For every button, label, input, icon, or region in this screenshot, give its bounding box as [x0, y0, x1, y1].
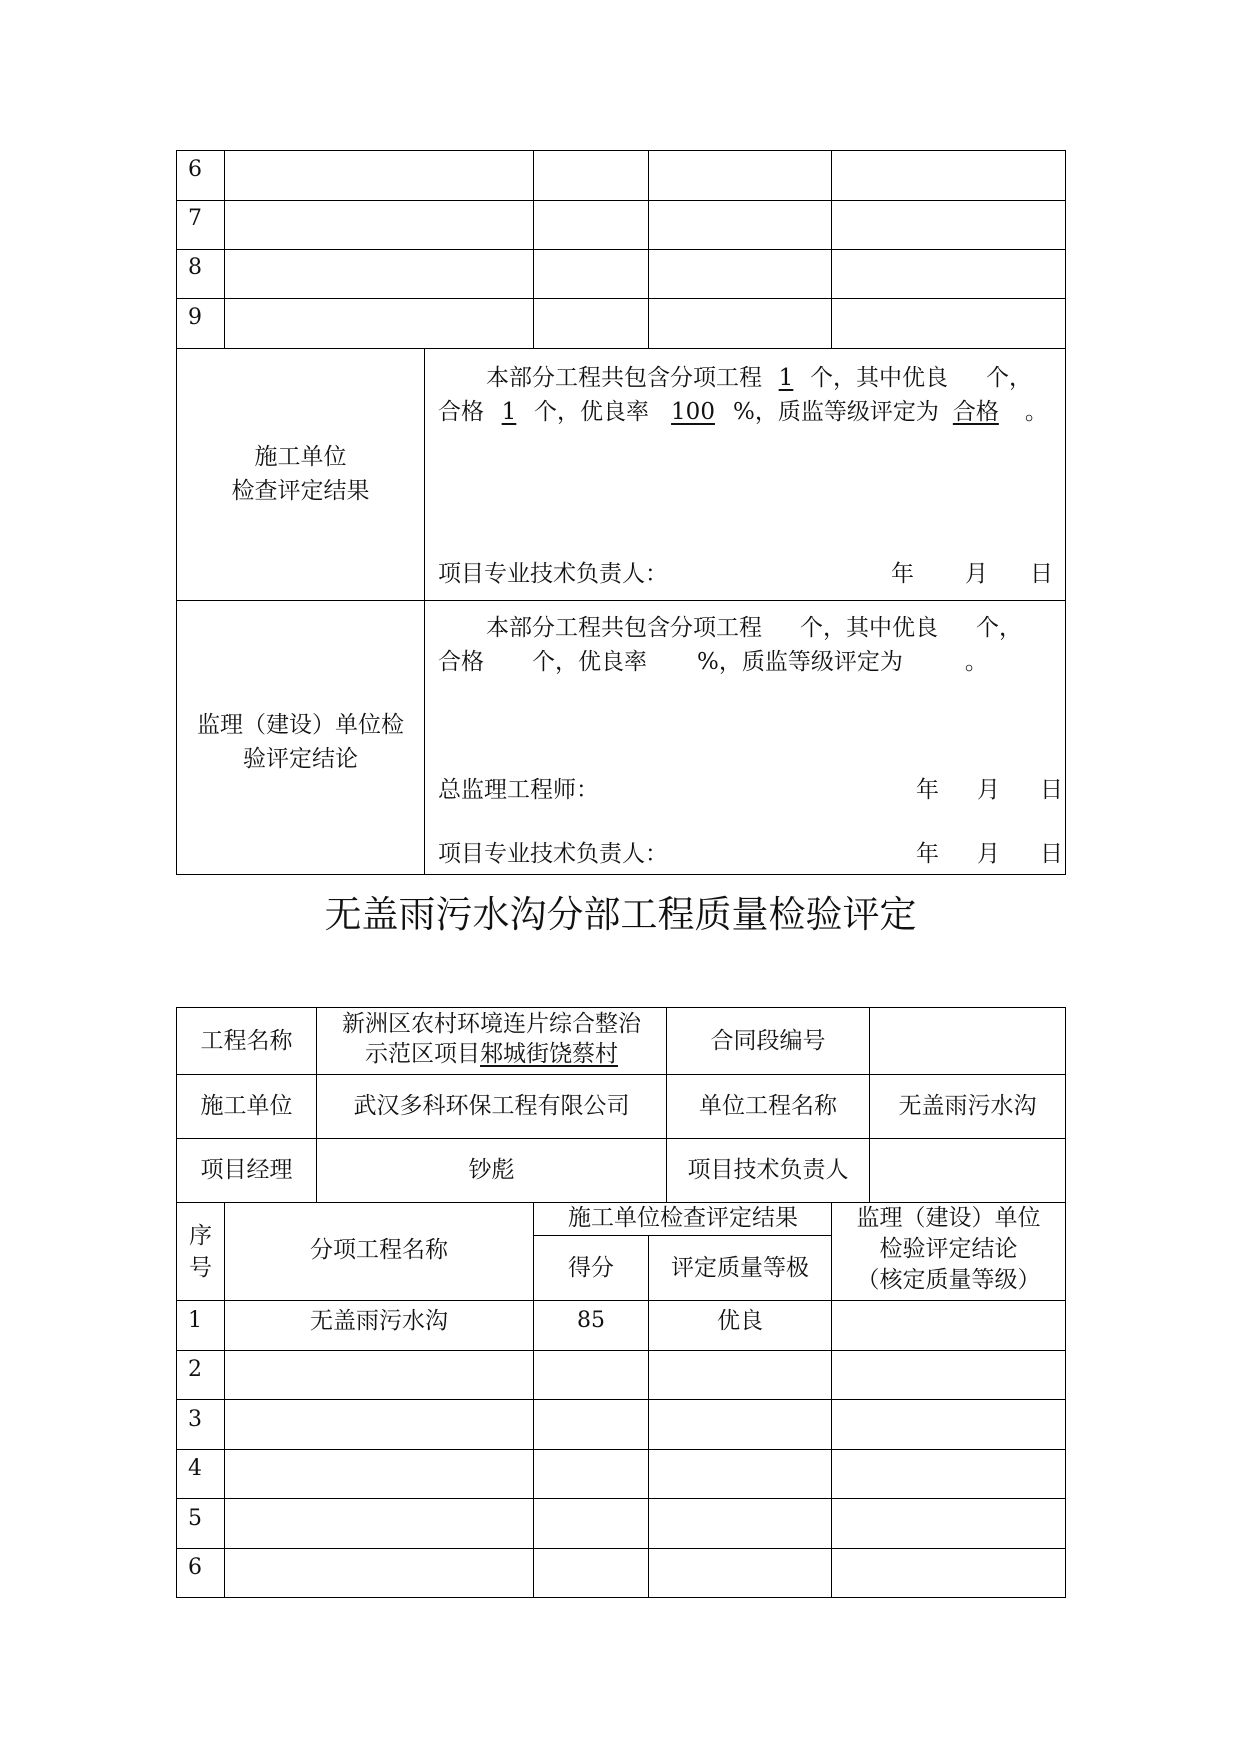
header-bottom — [177, 1300, 1065, 1301]
contract-no-label: 合同段编号 — [710, 1028, 826, 1054]
date-year: 年 — [891, 561, 914, 587]
date-day: 日 — [1040, 777, 1063, 803]
manager-label: 项目经理 — [200, 1157, 293, 1183]
row-divider — [177, 1498, 1065, 1499]
header-divider — [533, 1235, 832, 1236]
row-divider — [177, 1074, 1065, 1075]
tech-lead-label: 项目技术负责人 — [687, 1157, 849, 1183]
contractor-value: 武汉多科环保工程有限公司 — [353, 1093, 630, 1119]
signer-label: 项目专业技术负责人： — [438, 561, 668, 587]
row-divider — [177, 1449, 1065, 1450]
row-number: 8 — [188, 255, 202, 280]
supervisor-summary-line1: 本部分工程共包含分项工程 个，其中优良 个， — [486, 615, 1022, 641]
col-divider — [648, 150, 649, 348]
excellence-rate: 100 — [671, 399, 715, 425]
row-number: 6 — [188, 1555, 202, 1580]
table-border — [1065, 1202, 1066, 1598]
contractor-section-label — [177, 443, 424, 505]
project-name-line: 新洲区农村环境连片综合整治 — [342, 1011, 641, 1037]
date-day: 日 — [1040, 841, 1063, 867]
date-year: 年 — [916, 841, 939, 867]
quality-grade: 合格 — [952, 399, 999, 425]
row-divider — [177, 600, 1065, 601]
header-seq: 序 号 — [189, 1223, 212, 1281]
date-month: 月 — [977, 777, 1000, 803]
row-divider — [177, 348, 1065, 349]
row-divider — [177, 1548, 1065, 1549]
row-divider — [177, 1350, 1065, 1351]
row-number: 7 — [188, 206, 202, 231]
page-title: 无盖雨污水沟分部工程质量检验评定 — [324, 893, 917, 936]
header-grade: 评定质量等极 — [671, 1255, 809, 1281]
top-table-border — [177, 150, 1065, 151]
contractor-summary-line1: 本部分工程共包含分项工程 1 个，其中优良 个， — [486, 365, 1032, 391]
row-divider — [177, 249, 1065, 250]
col-divider — [648, 1235, 649, 1598]
table-bottom — [177, 1597, 1065, 1598]
item-score: 85 — [577, 1308, 605, 1333]
row-number: 2 — [188, 1357, 202, 1382]
col-divider — [533, 150, 534, 348]
row-number: 9 — [188, 305, 202, 330]
top-table-border — [177, 874, 1065, 875]
info-table-border — [177, 1007, 1065, 1008]
unit-project-label: 单位工程名称 — [699, 1093, 837, 1119]
row-divider — [177, 200, 1065, 201]
supervisor-summary-line2: 合格 个，优良率 %，质监等级评定为 。 — [438, 649, 988, 675]
project-name-value — [317, 1010, 666, 1068]
chief-supervisor-label: 总监理工程师： — [438, 777, 599, 803]
item-count: 1 — [778, 365, 794, 391]
item-grade: 优良 — [717, 1308, 763, 1334]
row-divider — [177, 1202, 1065, 1203]
row-number: 5 — [188, 1506, 202, 1531]
date-month: 月 — [977, 841, 1000, 867]
header-supervisor-conclusion: 监理（建设）单位 检验评定结论 （核定质量等级） — [856, 1205, 1041, 1293]
col-divider — [224, 150, 225, 348]
label-line: 检查评定结果 — [231, 478, 370, 504]
manager-value: 钞彪 — [468, 1157, 515, 1183]
row-divider — [177, 1138, 1065, 1139]
contractor-summary-line2: 合格 1 个，优良率 100 %，质监等级评定为 合格 。 — [438, 399, 1048, 425]
unit-project-value: 无盖雨污水沟 — [898, 1093, 1037, 1119]
row-divider — [177, 1399, 1065, 1400]
col-divider — [424, 348, 425, 874]
date-month: 月 — [965, 561, 988, 587]
top-table-border — [1065, 150, 1066, 875]
row-number: 1 — [188, 1308, 202, 1333]
row-number: 6 — [188, 157, 202, 182]
tech-lead-signer-label: 项目专业技术负责人： — [438, 841, 668, 867]
date-year: 年 — [916, 777, 939, 803]
col-divider — [831, 150, 832, 348]
date-day: 日 — [1030, 561, 1053, 587]
label-line: 监理（建设）单位检 — [197, 712, 404, 738]
project-name-label: 工程名称 — [200, 1028, 293, 1054]
info-table-border — [1065, 1007, 1066, 1202]
header-score: 得分 — [568, 1255, 614, 1281]
qualified-count: 1 — [501, 399, 517, 425]
header-item-name: 分项工程名称 — [310, 1237, 448, 1263]
row-number: 3 — [188, 1407, 202, 1432]
header-contractor-result: 施工单位检查评定结果 — [568, 1205, 798, 1231]
project-name-line: 示范区项目邾城街饶蔡村 — [365, 1041, 618, 1067]
label-line: 施工单位 — [254, 444, 347, 470]
contractor-label: 施工单位 — [200, 1093, 293, 1119]
item-name: 无盖雨污水沟 — [310, 1308, 448, 1334]
row-number: 4 — [188, 1456, 202, 1481]
label-line: 验评定结论 — [243, 746, 358, 772]
supervisor-section-label — [177, 711, 424, 773]
row-divider — [177, 298, 1065, 299]
